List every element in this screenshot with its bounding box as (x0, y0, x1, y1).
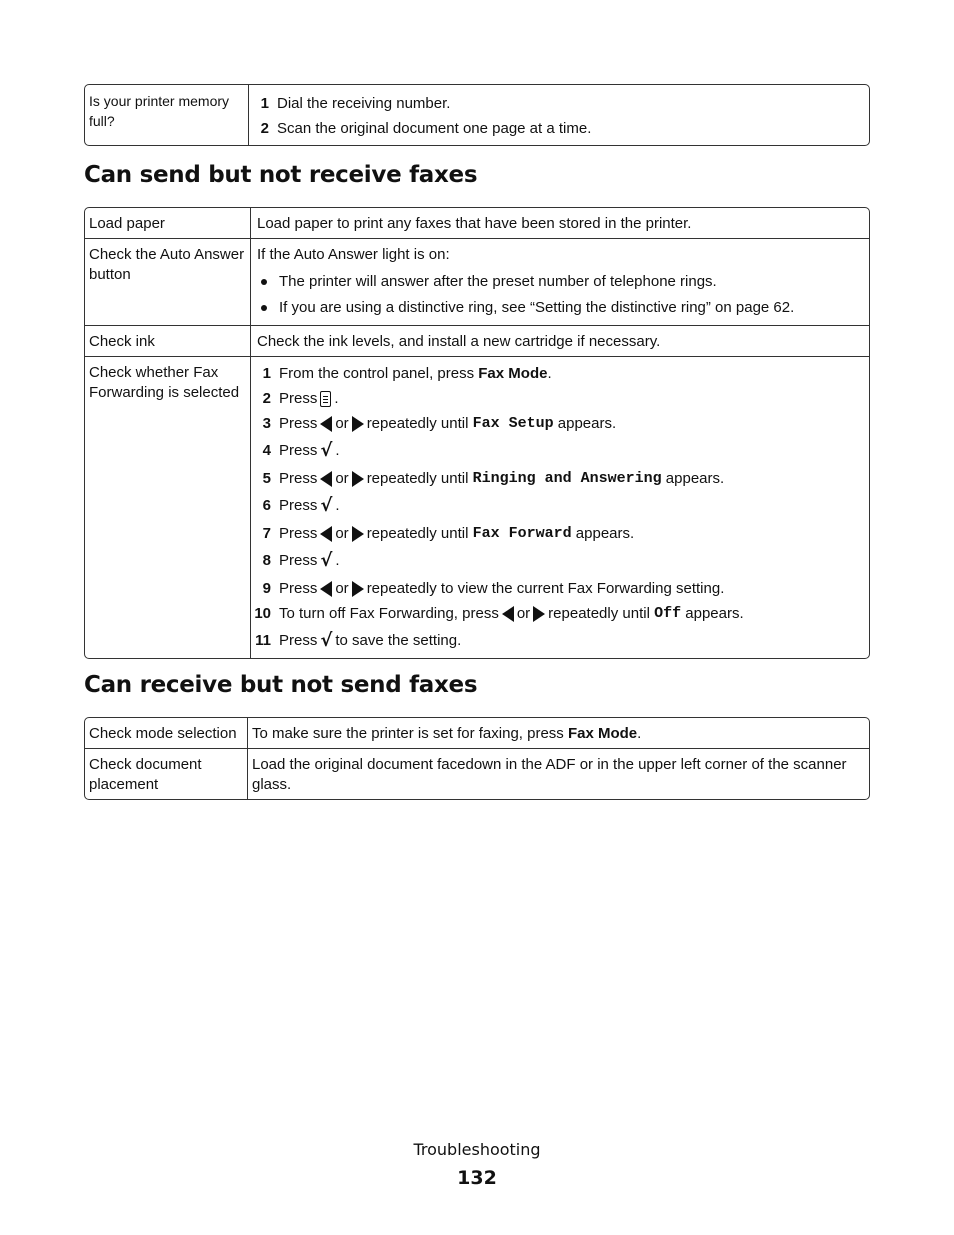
step-number: 1 (262, 364, 271, 382)
row-label: Is your printer memory full? (85, 85, 249, 145)
step-item (257, 386, 863, 411)
row-content: Load the original document facedown in the ADF or in the upper left corner of the scanner glass. (252, 756, 847, 793)
row-content: Load paper to print any faxes that have been stored in the printer. (257, 215, 692, 232)
step-text: appears. (665, 469, 725, 487)
step-text: or (335, 469, 349, 487)
step-text: To turn off Fax Forwarding, press (279, 604, 499, 622)
table-row (85, 718, 869, 748)
left-arrow-icon (320, 581, 332, 597)
display-code: Ringing and Answering (472, 469, 662, 487)
step-item (257, 546, 863, 576)
step-item (257, 491, 863, 521)
row-label: Check ink (85, 326, 251, 356)
step-item (257, 626, 863, 656)
check-icon: √ (320, 440, 333, 461)
step-text: appears. (685, 604, 744, 622)
step-item (254, 601, 863, 626)
row-content (251, 357, 869, 658)
step-number: 3 (262, 414, 271, 432)
step-text: appears. (557, 414, 617, 432)
display-code: Off (654, 604, 682, 622)
step-text: Press (279, 414, 318, 432)
section-heading-send: Can send but not receive faxes (84, 162, 478, 188)
step-text: Dial the receiving number. (277, 94, 451, 112)
right-arrow-icon (352, 526, 364, 542)
step-text: Press (279, 442, 318, 459)
step-number: 2 (260, 119, 269, 137)
intro-text: If the Auto Answer light is on: (257, 246, 450, 263)
left-arrow-icon (320, 471, 332, 487)
step-item (257, 436, 863, 466)
step-number: 10 (254, 604, 271, 622)
step-number: 2 (262, 389, 271, 407)
receive-table (84, 717, 870, 800)
step-period: . (334, 389, 339, 407)
bullet-item (257, 269, 863, 295)
left-arrow-icon (320, 526, 332, 542)
step-text: repeatedly until (366, 414, 469, 432)
row-label: Check document placement (85, 749, 248, 799)
step-text: Press (279, 469, 318, 487)
step-text: to save the setting. (335, 632, 462, 649)
row-content (249, 85, 869, 145)
step-item (257, 361, 863, 386)
step-text: appears. (575, 524, 635, 542)
row-content: Check the ink levels, and install a new cartridge if necessary. (257, 333, 661, 350)
bullet-text: If you are using a distinctive ring, see “Setting the distinctive ring” on page 62. (279, 299, 795, 316)
table-row (85, 325, 869, 356)
step-text: Scan the original document one page at a time. (277, 119, 592, 137)
row-content: To make sure the printer is set for faxing, press Fax Mode. (252, 725, 642, 742)
step-item (257, 411, 863, 436)
check-icon: √ (320, 495, 333, 516)
table-row (85, 85, 869, 145)
right-arrow-icon (352, 416, 364, 432)
step-period: . (335, 497, 340, 514)
menu-icon (320, 391, 331, 407)
step-text: Press (279, 389, 318, 407)
section-heading-receive: Can receive but not send faxes (84, 672, 478, 698)
step-period: . (335, 442, 340, 459)
page-number: 132 (457, 1167, 497, 1189)
table-row (85, 238, 869, 325)
step-item (255, 91, 863, 116)
right-arrow-icon (352, 581, 364, 597)
step-text: Press (279, 524, 318, 542)
step-text: repeatedly until (548, 604, 650, 622)
step-number: 8 (262, 552, 271, 569)
step-number: 6 (262, 497, 271, 514)
table-row (85, 356, 869, 658)
row-content (251, 239, 869, 325)
bullet-icon (261, 277, 271, 287)
step-item (257, 521, 863, 546)
step-text: repeatedly until (366, 524, 469, 542)
step-item (257, 576, 863, 601)
bullet-icon (261, 303, 271, 313)
display-code: Fax Setup (472, 414, 554, 432)
step-number: 5 (262, 469, 271, 487)
right-arrow-icon (533, 606, 545, 622)
step-text: or (335, 524, 349, 542)
bullet-text: The printer will answer after the preset number of telephone rings. (279, 273, 717, 290)
left-arrow-icon (320, 416, 332, 432)
step-item (257, 466, 863, 491)
step-period: . (335, 552, 340, 569)
step-number: 1 (260, 94, 269, 112)
memory-table (84, 84, 870, 146)
display-code: Fax Forward (472, 524, 572, 542)
check-icon: √ (320, 550, 333, 571)
step-text: or (335, 579, 349, 597)
step-number: 11 (255, 632, 271, 649)
check-icon: √ (320, 630, 333, 651)
row-label: Check mode selection (85, 718, 248, 748)
footer-section: Troubleshooting (413, 1140, 541, 1159)
step-text: Press (279, 497, 318, 514)
table-row (85, 208, 869, 238)
step-text: Press (279, 632, 318, 649)
step-number: 4 (262, 442, 271, 459)
step-text: Press (279, 552, 318, 569)
step-item (255, 116, 863, 141)
row-label: Load paper (85, 208, 251, 238)
send-table (84, 207, 870, 659)
row-label: Check the Auto Answer button (85, 239, 251, 325)
step-text: or (335, 414, 349, 432)
step-number: 9 (262, 579, 271, 597)
step-text: repeatedly until (366, 469, 469, 487)
right-arrow-icon (352, 471, 364, 487)
step-text: Press (279, 579, 318, 597)
step-text: or (516, 604, 531, 622)
left-arrow-icon (502, 606, 514, 622)
step-text: From the control panel, press Fax Mode. (279, 364, 552, 382)
step-text: repeatedly to view the current Fax Forwarding setting. (366, 579, 725, 597)
row-label: Check whether Fax Forwarding is selected (85, 357, 251, 658)
bullet-item (257, 295, 863, 321)
table-row (85, 748, 869, 799)
step-number: 7 (262, 524, 271, 542)
